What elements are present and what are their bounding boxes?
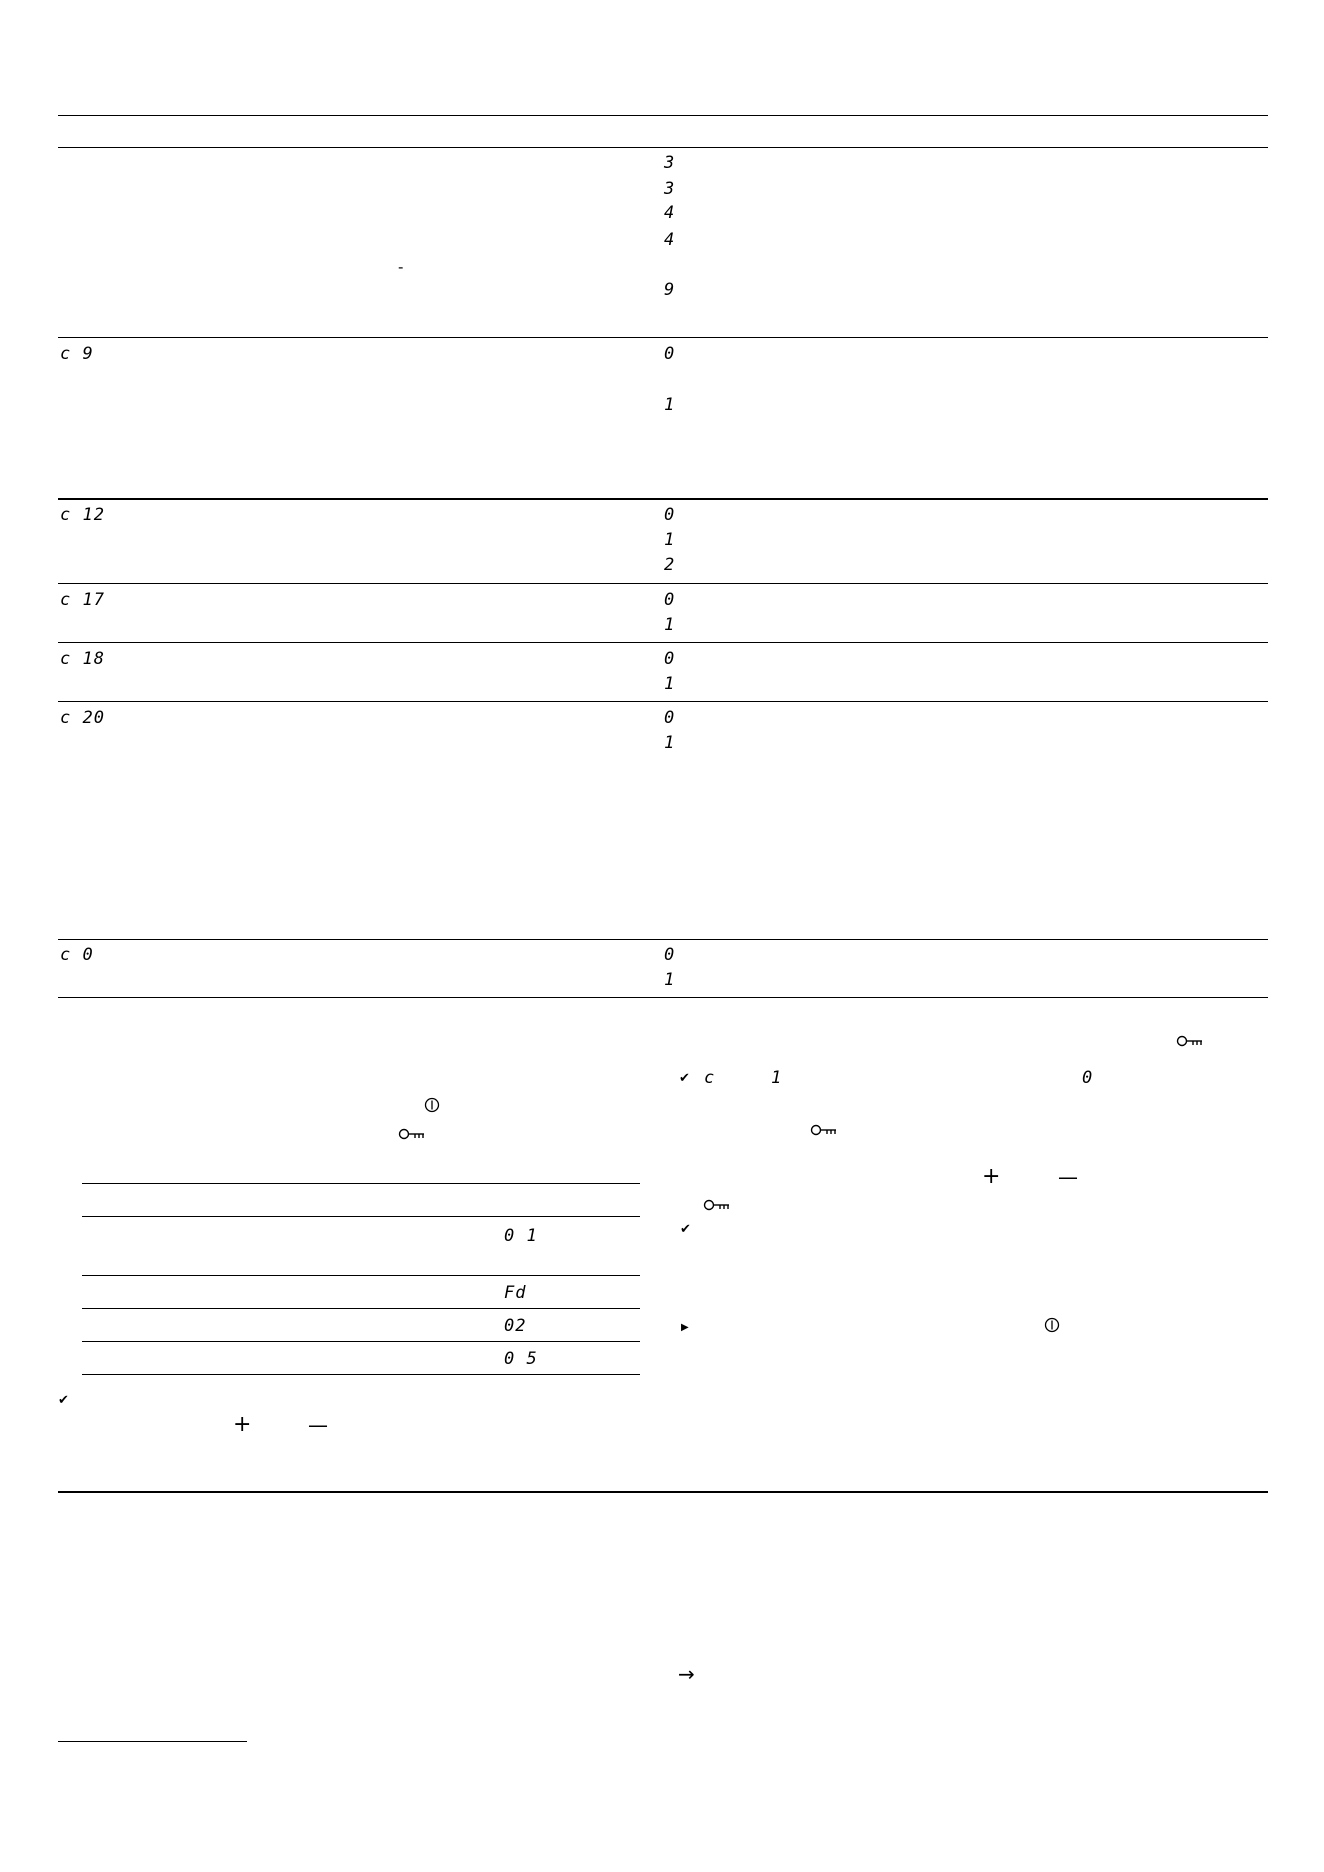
check-icon: ✔ bbox=[679, 1071, 690, 1086]
plus-icon: + bbox=[233, 1412, 252, 1437]
row-rule bbox=[58, 498, 1268, 500]
plus-icon: + bbox=[982, 1164, 1001, 1189]
check-icon: ✔ bbox=[58, 1393, 69, 1408]
setting-code: c 18 bbox=[60, 649, 105, 669]
small-table-bottom-rule bbox=[82, 1374, 640, 1375]
setting-value: 1 bbox=[664, 395, 676, 415]
minus-icon: — bbox=[1058, 1165, 1078, 1189]
setting-value: 3 bbox=[664, 179, 676, 199]
key-icon bbox=[398, 1128, 426, 1140]
row-rule bbox=[58, 701, 1268, 702]
dash-note: - bbox=[398, 258, 404, 276]
arrow-icon: → bbox=[678, 1662, 695, 1686]
setting-code: c 9 bbox=[60, 344, 94, 364]
key-icon bbox=[1176, 1035, 1204, 1047]
display-value: 02 bbox=[504, 1316, 527, 1336]
play-icon: ▶ bbox=[681, 1322, 689, 1333]
footnote-rule bbox=[58, 1741, 247, 1742]
row-rule bbox=[58, 939, 1268, 940]
power-icon bbox=[424, 1097, 440, 1113]
small-table-top-rule bbox=[82, 1183, 640, 1184]
setting-code: c 20 bbox=[60, 708, 105, 728]
power-icon bbox=[1044, 1317, 1060, 1333]
small-table-rule bbox=[82, 1308, 640, 1309]
setting-value: 0 bbox=[664, 945, 676, 965]
setting-value: 1 bbox=[664, 674, 676, 694]
setting-value: 0 bbox=[664, 649, 676, 669]
setting-value: 0 bbox=[664, 344, 676, 364]
display-value: 0 1 bbox=[504, 1226, 538, 1246]
setting-value: 1 bbox=[664, 615, 676, 635]
row-rule bbox=[58, 642, 1268, 643]
display-value: 0 5 bbox=[504, 1349, 538, 1369]
check-icon: ✔ bbox=[680, 1222, 691, 1237]
setting-value: 4 bbox=[664, 203, 676, 223]
table-bottom-rule bbox=[58, 997, 1268, 998]
display-number: 1 bbox=[771, 1068, 783, 1088]
setting-code: c 0 bbox=[60, 945, 94, 965]
small-table-rule bbox=[82, 1341, 640, 1342]
setting-value: 1 bbox=[664, 530, 676, 550]
display-value: Fd bbox=[504, 1283, 527, 1303]
row-rule bbox=[58, 583, 1268, 584]
display-value: 0 bbox=[1082, 1068, 1094, 1088]
key-icon bbox=[810, 1124, 838, 1136]
setting-value: 0 bbox=[664, 590, 676, 610]
row-rule bbox=[58, 337, 1268, 338]
setting-value: 1 bbox=[664, 733, 676, 753]
table-top-rule bbox=[58, 115, 1268, 116]
setting-code: c 12 bbox=[60, 505, 105, 525]
key-icon bbox=[703, 1199, 731, 1211]
setting-value: 0 bbox=[664, 708, 676, 728]
setting-value: 3 bbox=[664, 153, 676, 173]
setting-value: 1 bbox=[664, 970, 676, 990]
setting-value: 4 bbox=[664, 230, 676, 250]
minus-icon: — bbox=[308, 1413, 328, 1437]
setting-value: 9 bbox=[664, 280, 676, 300]
table-header-rule bbox=[58, 147, 1268, 148]
section-divider bbox=[58, 1491, 1268, 1493]
display-code: c bbox=[704, 1068, 716, 1088]
setting-value: 2 bbox=[664, 555, 676, 575]
setting-code: c 17 bbox=[60, 590, 105, 610]
setting-value: 0 bbox=[664, 505, 676, 525]
small-table-header-rule bbox=[82, 1216, 640, 1217]
small-table-rule bbox=[82, 1275, 640, 1276]
